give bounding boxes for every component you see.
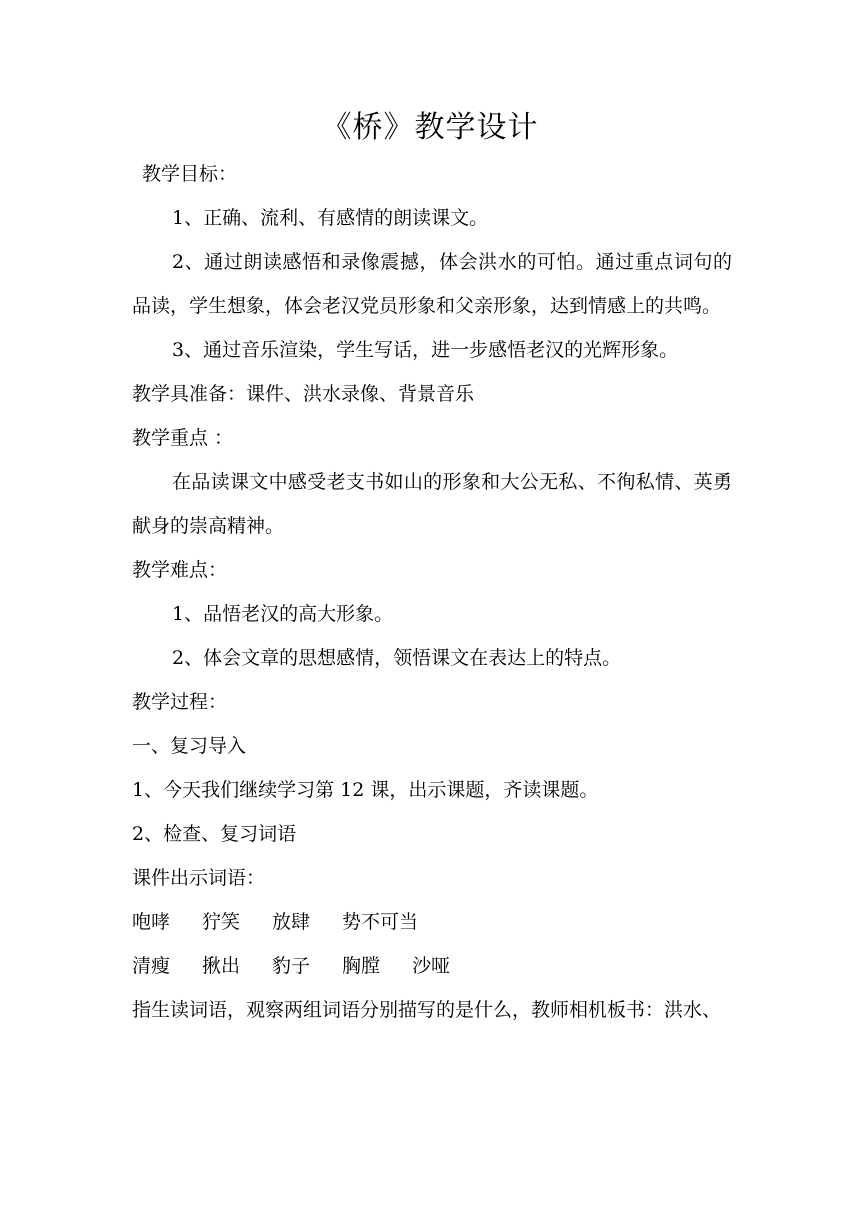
vocab-word: 势不可当 bbox=[342, 911, 419, 933]
process-heading: 教学过程： bbox=[132, 691, 228, 713]
difficulty-item-1: 1、品悟老汉的高大形象。 bbox=[172, 603, 394, 625]
vocab-group-one bbox=[132, 900, 732, 944]
process-step-1: 1、今天我们继续学习第 12 课，出示课题，齐读课题。 bbox=[132, 779, 599, 801]
objective-item-3: 3、通过音乐渲染，学生写话，进一步感悟老汉的光辉形象。 bbox=[172, 339, 679, 361]
vocab-word: 清瘦 bbox=[132, 955, 171, 977]
vocab-word: 咆哮 bbox=[132, 911, 171, 933]
objective-item-2: 2、通过朗读感悟和录像震撼，体会洪水的可怕。通过重点词句的品读，学生想象，体会老汉党员形象和父亲形象，达到情感上的共鸣。 bbox=[132, 251, 732, 317]
vocab-word: 豹子 bbox=[272, 955, 311, 977]
document-title: 《桥》教学设计 bbox=[321, 110, 539, 145]
vocab-word: 胸膛 bbox=[342, 955, 381, 977]
vocab-group-two bbox=[132, 944, 732, 988]
vocab-word: 狞笑 bbox=[202, 911, 241, 933]
vocab-word: 沙哑 bbox=[412, 955, 451, 977]
key-point-text: 在品读课文中感受老支书如山的形象和大公无私、不徇私情、英勇献身的崇高精神。 bbox=[132, 471, 732, 537]
objective-item-1: 1、正确、流利、有感情的朗读课文。 bbox=[172, 207, 489, 229]
difficulty-item-2: 2、体会文章的思想感情，领悟课文在表达上的特点。 bbox=[172, 647, 622, 669]
courseware-label: 课件出示词语： bbox=[132, 867, 266, 889]
section-heading-review: 一、复习导入 bbox=[132, 735, 247, 757]
difficulty-heading: 教学难点： bbox=[132, 559, 228, 581]
key-point-heading: 教学重点 ： bbox=[132, 427, 234, 449]
process-step-2: 2、检查、复习词语 bbox=[132, 823, 297, 845]
materials-line: 教学具准备：课件、洪水录像、背景音乐 bbox=[132, 383, 475, 405]
objectives-heading: 教学目标： bbox=[142, 163, 238, 185]
vocab-word: 揪出 bbox=[202, 955, 241, 977]
closing-text: 指生读词语，观察两组词语分别描写的是什么，教师相机板书：洪水、 bbox=[132, 999, 722, 1021]
document-body bbox=[132, 152, 732, 1032]
vocab-word: 放肆 bbox=[272, 911, 311, 933]
